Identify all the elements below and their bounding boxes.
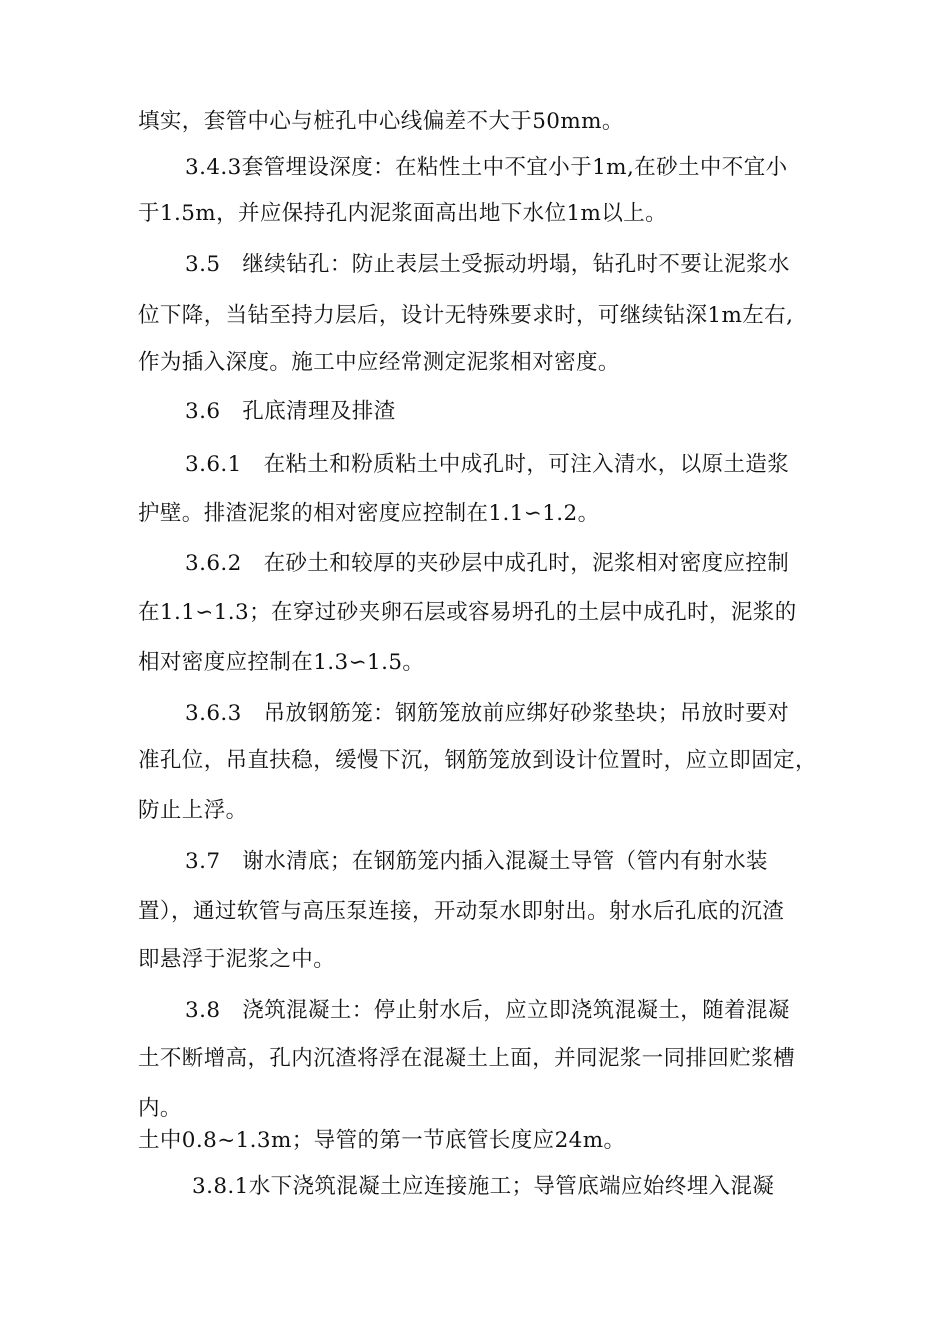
text-line: 准孔位，吊直扶稳，缓慢下沉，钢筋笼放到设计位置时，应立即固定， (138, 748, 817, 773)
text-line: 3.4.3套管埋设深度：在粘性土中不宜小于1m,在砂土中不宜小 (185, 155, 788, 180)
text-line: 3.6.2 在砂土和较厚的夹砂层中成孔时，泥浆相对密度应控制 (185, 551, 790, 576)
text-line: 相对密度应控制在1.3∽1.5。 (138, 650, 425, 675)
text-line: 在1.1∽1.3；在穿过砂夹卵石层或容易坍孔的土层中成孔时，泥浆的 (138, 600, 797, 625)
text-line: 置），通过软管与高压泵连接，开动泵水即射出。射水后孔底的沉渣 (138, 899, 785, 924)
text-line: 即悬浮于泥浆之中。 (138, 947, 336, 972)
text-line: 3.6.3 吊放钢筋笼：钢筋笼放前应绑好砂浆垫块；吊放时要对 (185, 701, 790, 726)
text-line: 护壁。排渣泥浆的相对密度应控制在1.1∽1.2。 (138, 501, 600, 526)
text-line: 防止上浮。 (138, 798, 248, 823)
text-line: 3.6.1 在粘土和粉质粘土中成孔时，可注入清水，以原土造浆 (185, 452, 790, 477)
text-line: 3.8 浇筑混凝土：停止射水后，应立即浇筑混凝土，随着混凝 (185, 998, 790, 1023)
text-line: 于1.5m，并应保持孔内泥浆面高出地下水位1m以上。 (138, 201, 668, 226)
text-line: 土中0.8~1.3m；导管的第一节底管长度应24m。 (138, 1128, 626, 1153)
text-line: 位下降，当钻至持力层后，设计无特殊要求时，可继续钻深1m左右, (138, 303, 794, 328)
text-line: 3.7 谢水清底；在钢筋笼内插入混凝土导管（管内有射水装 (185, 849, 768, 874)
text-line: 土不断增高，孔内沉渣将浮在混凝土上面，并同泥浆一同排回贮浆槽 (138, 1046, 796, 1071)
text-line: 作为插入深度。施工中应经常测定泥浆相对密度。 (138, 350, 620, 375)
text-line: 填实，套管中心与桩孔中心线偏差不大于50mm。 (138, 109, 624, 134)
text-line: 3.5 继续钻孔：防止表层土受振动坍塌，钻孔时不要让泥浆水 (185, 252, 790, 277)
text-line: 内。 (138, 1096, 182, 1121)
text-line: 3.8.1水下浇筑混凝土应连接施工；导管底端应始终埋入混凝 (192, 1174, 775, 1199)
section-heading: 3.6 孔底清理及排渣 (185, 399, 396, 424)
